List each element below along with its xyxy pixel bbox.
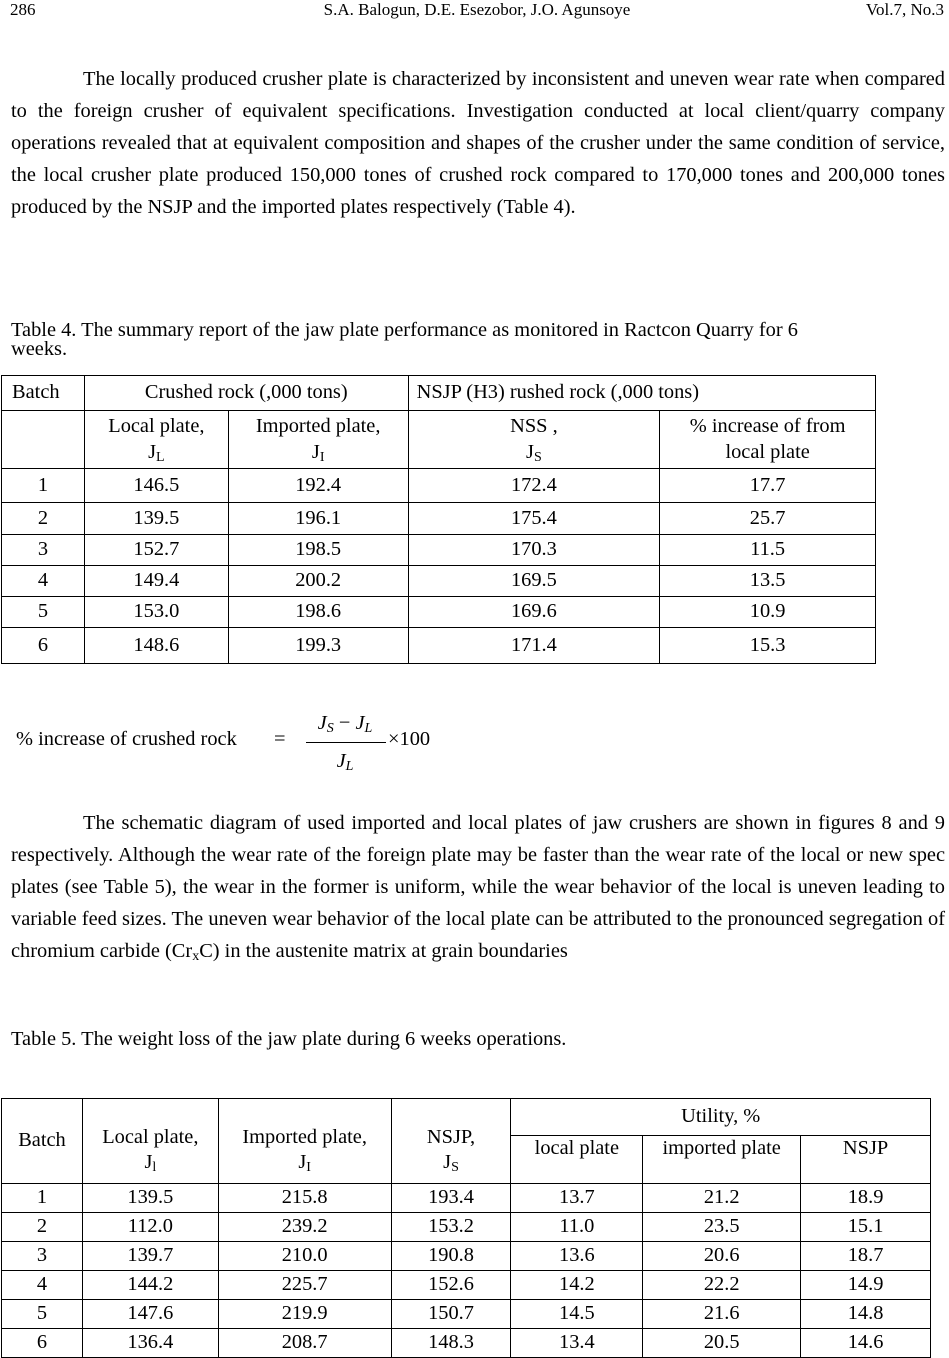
equation-lhs: % increase of crushed rock <box>16 728 237 750</box>
table4-cell: 15.3 <box>660 628 876 664</box>
paragraph-intro <box>11 63 945 223</box>
table5-cell: 14.8 <box>801 1300 931 1329</box>
table4-caption <box>11 318 945 366</box>
table4-cell: 175.4 <box>408 503 660 535</box>
table4-cell: 5 <box>2 597 85 628</box>
table4-cell: 2 <box>2 503 85 535</box>
table5-cell: 21.2 <box>643 1184 801 1213</box>
table4-cell: 152.7 <box>84 535 228 566</box>
table4-cell: 25.7 <box>660 503 876 535</box>
table4-header-batch: Batch <box>2 376 85 411</box>
table4-header-increase: % increase of from local plate <box>660 411 876 469</box>
table4-row <box>2 597 876 628</box>
table5-row <box>2 1184 931 1213</box>
table4-cell: 196.1 <box>228 503 408 535</box>
page-number: 286 <box>10 0 36 19</box>
table5-cell: 1 <box>2 1184 83 1213</box>
table5-cell: 152.6 <box>391 1271 511 1300</box>
equation-fraction-bar <box>306 742 386 743</box>
paragraph-intro-text: The locally produced crusher plate is characterized by inconsistent and uneven wear rate when compared to the foreign crusher of equivalent specifications. Investigation conducted at local client/quarry company operations revealed that at equivalent composition and shapes of the crusher under the same condition of service, the local crusher plate produced 150,000 tones of crushed rock compared to 170,000 tones and 200,000 tones produced by the NSJP and the imported plates respectively (Table 4). <box>11 68 945 218</box>
table4-caption-line2: weeks. <box>11 338 68 360</box>
table5-header-nsjp: NSJP, $J_S$ <box>391 1099 511 1184</box>
table5-cell: 14.6 <box>801 1329 931 1358</box>
table4-row <box>2 503 876 535</box>
table4-cell: 192.4 <box>228 469 408 503</box>
table5-cell: 215.8 <box>218 1184 391 1213</box>
table4-cell: 153.0 <box>84 597 228 628</box>
table5-cell: 148.3 <box>391 1329 511 1358</box>
table4-cell: 199.3 <box>228 628 408 664</box>
table5-cell: 150.7 <box>391 1300 511 1329</box>
table4-cell: 146.5 <box>84 469 228 503</box>
table4-row <box>2 535 876 566</box>
table5-cell: 193.4 <box>391 1184 511 1213</box>
table5-header-u-imported: imported plate <box>643 1136 801 1184</box>
table5-cell: 219.9 <box>218 1300 391 1329</box>
table4-row <box>2 469 876 503</box>
table5-cell: 147.6 <box>82 1300 218 1329</box>
table5-cell: 225.7 <box>218 1271 391 1300</box>
table5-header-batch: Batch <box>2 1099 83 1184</box>
table5-cell: 13.7 <box>511 1184 643 1213</box>
table5-row <box>2 1329 931 1358</box>
table5-cell: 14.2 <box>511 1271 643 1300</box>
table5-header-row1 <box>2 1099 931 1136</box>
table4-cell: 139.5 <box>84 503 228 535</box>
table4-header-nss: NSS , $J_S$ <box>408 411 660 469</box>
table5-header-u-nsjp: NSJP <box>801 1136 931 1184</box>
table5-cell: 20.5 <box>643 1329 801 1358</box>
table4-cell: 148.6 <box>84 628 228 664</box>
header-volume: Vol.7, No.3 <box>865 0 944 19</box>
table4-header-crushed: Crushed rock (,000 tons) <box>84 376 408 411</box>
table5-cell: 136.4 <box>82 1329 218 1358</box>
table5-row <box>2 1271 931 1300</box>
table5-cell: 208.7 <box>218 1329 391 1358</box>
table4-cell: 169.6 <box>408 597 660 628</box>
table4-header-row1 <box>2 376 876 411</box>
table4-cell: 169.5 <box>408 566 660 597</box>
header-authors: S.A. Balogun, D.E. Esezobor, J.O. Agunsoye <box>323 0 631 19</box>
table4-cell: 170.3 <box>408 535 660 566</box>
equation-times: ×100 <box>388 728 431 750</box>
table4-row <box>2 566 876 597</box>
table4-cell: 3 <box>2 535 85 566</box>
table5-cell: 139.7 <box>82 1242 218 1271</box>
table5-row <box>2 1300 931 1329</box>
table5-cell: 23.5 <box>643 1213 801 1242</box>
table4-cell: 198.6 <box>228 597 408 628</box>
table4-cell: 172.4 <box>408 469 660 503</box>
equation-denominator: $J_L$ <box>336 750 354 774</box>
equation-equals: = <box>274 728 286 750</box>
table5-header-imported: Imported plate, $J_I$ <box>218 1099 391 1184</box>
table4-cell: 17.7 <box>660 469 876 503</box>
table5-cell: 21.6 <box>643 1300 801 1329</box>
table5-cell: 139.5 <box>82 1184 218 1213</box>
table5-cell: 190.8 <box>391 1242 511 1271</box>
paragraph-schematic: The schematic diagram of used imported and local plates of jaw crushers are shown in figures 8 and 9 respectively. Although the wear rate of the foreign plate may be faster than the wear rate of the local or new spec plates (see Table 5), the wear in the former is uniform, while the wear behavior of the local is uneven leading to variable feed sizes. The uneven wear behavior of the local plate can be attributed to the pronounced segregation of chromium carbide $(Cr_xC)$ in the austenite matrix at grain boundaries <box>11 812 945 964</box>
table4 <box>1 375 876 664</box>
table5-cell: 13.4 <box>511 1329 643 1358</box>
table4-header-row2 <box>2 411 876 469</box>
table4-cell: 4 <box>2 566 85 597</box>
table5-cell: 210.0 <box>218 1242 391 1271</box>
table4-cell: 1 <box>2 469 85 503</box>
table4-cell: 200.2 <box>228 566 408 597</box>
table5-cell: 153.2 <box>391 1213 511 1242</box>
table4-header-nsjp: NSJP (H3) rushed rock (,000 tons) <box>408 376 875 411</box>
table5-row <box>2 1242 931 1271</box>
table4-cell: 198.5 <box>228 535 408 566</box>
table5-cell: 112.0 <box>82 1213 218 1242</box>
table5-cell: 15.1 <box>801 1213 931 1242</box>
table5 <box>1 1098 931 1358</box>
table5-cell: 14.5 <box>511 1300 643 1329</box>
table5-cell: 2 <box>2 1213 83 1242</box>
table5-cell: 3 <box>2 1242 83 1271</box>
table4-header-empty <box>2 411 85 469</box>
table5-cell: 239.2 <box>218 1213 391 1242</box>
table4-cell: 13.5 <box>660 566 876 597</box>
table5-cell: 6 <box>2 1329 83 1358</box>
table5-header-utility: Utility, % <box>511 1099 931 1136</box>
table5-cell: 13.6 <box>511 1242 643 1271</box>
table4-cell: 11.5 <box>660 535 876 566</box>
table5-caption: Table 5. The weight loss of the jaw plate during 6 weeks operations. <box>11 1028 567 1050</box>
table5-header-u-local: local plate <box>511 1136 643 1184</box>
table4-cell: 6 <box>2 628 85 664</box>
table5-cell: 14.9 <box>801 1271 931 1300</box>
table4-cell: 171.4 <box>408 628 660 664</box>
table4-cell: 10.9 <box>660 597 876 628</box>
table5-cell: 4 <box>2 1271 83 1300</box>
table5-cell: 20.6 <box>643 1242 801 1271</box>
table4-caption-line1: Table 4. The summary report of the jaw plate performance as monitored in Ractcon Quarry for 6 <box>11 319 798 341</box>
table4-header-imported: Imported plate, $J_I$ <box>228 411 408 469</box>
table4-cell: 149.4 <box>84 566 228 597</box>
table5-row <box>2 1213 931 1242</box>
table5-cell: 144.2 <box>82 1271 218 1300</box>
table5-cell: 22.2 <box>643 1271 801 1300</box>
table5-cell: 18.7 <box>801 1242 931 1271</box>
table5-header-local: Local plate, $J_l$ <box>82 1099 218 1184</box>
equation-percent-increase <box>16 712 456 782</box>
table4-header-local: Local plate, $J_L$ <box>84 411 228 469</box>
table5-cell: 18.9 <box>801 1184 931 1213</box>
table5-cell: 5 <box>2 1300 83 1329</box>
equation-numerator: $J_S - J_L$ <box>317 712 373 736</box>
table4-row <box>2 628 876 664</box>
table5-cell: 11.0 <box>511 1213 643 1242</box>
running-header <box>10 0 944 24</box>
